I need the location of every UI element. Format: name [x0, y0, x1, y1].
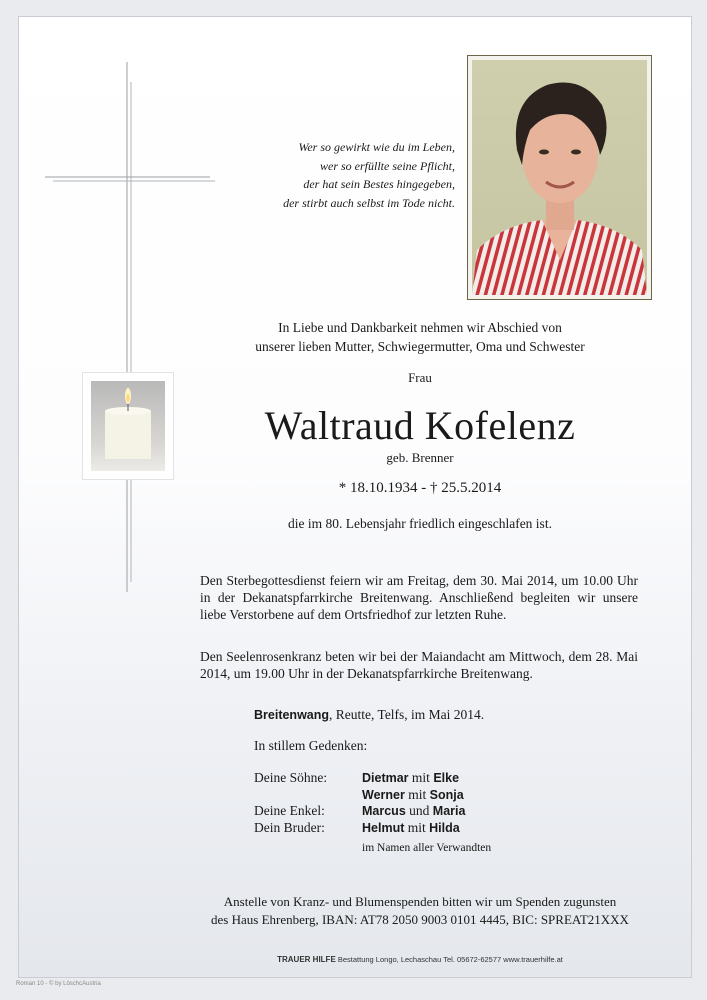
family-name: Maria — [432, 804, 466, 818]
verse-line: der hat sein Bestes hingegeben, — [303, 177, 455, 191]
family-label — [254, 787, 327, 804]
family-row — [362, 820, 491, 837]
family-name: Marcus — [362, 804, 406, 818]
life-dates: * 18.10.1934 - † 25.5.2014 — [338, 480, 502, 496]
intro-text — [200, 318, 640, 356]
verse-line: der stirbt auch selbst im Tode nicht. — [283, 195, 455, 210]
family-name: Dietmar — [362, 771, 409, 785]
family-row — [362, 770, 491, 787]
family-labels — [254, 770, 327, 836]
place-bold: Breitenwang — [254, 708, 330, 722]
small-print: Roman 10 - © by LöschcAustria — [16, 981, 101, 987]
family-label: Deine Enkel: — [254, 803, 325, 818]
intro-line: In Liebe und Dankbarkeit nehmen wir Abschied von — [278, 320, 562, 335]
portrait-icon — [472, 60, 647, 295]
intro-line: unserer lieben Mutter, Schwiegermutter, Oma und Schwester — [255, 339, 585, 354]
family-row — [362, 803, 491, 820]
verse-line: wer so erfüllte seine Pflicht, — [320, 158, 455, 173]
verse-line: Wer so gewirkt wie du im Leben, — [298, 140, 455, 154]
portrait-photo — [472, 60, 647, 295]
footer — [200, 955, 640, 964]
family-name: Helmut — [362, 820, 405, 835]
family-name: Sonja — [429, 787, 464, 802]
donation-text — [180, 893, 660, 929]
family-name: Hilda — [429, 820, 460, 835]
birth-name: geb. Brenner — [386, 450, 454, 465]
gedenken: In stillem Gedenken: — [254, 738, 368, 753]
donation-line: des Haus Ehrenberg, IBAN: AT78 2050 9003 0101 4445, BIC: SPREAT21XXX — [211, 912, 629, 927]
verse — [215, 138, 455, 212]
place-date — [254, 707, 484, 723]
donation-line: Anstelle von Kranz- und Blumenspenden bitten wir um Spenden zugunsten — [223, 894, 617, 909]
family-conj: mit — [404, 819, 430, 835]
family-conj: mit — [408, 770, 434, 785]
funeral-text: Den Sterbegottesdienst feiern wir am Freitag, dem 30. Mai 2014, um 10.00 Uhr in der Dekanatspfarrkirche Breitenwang. Anschließend begleiten wir unsere liebe Verstorbene auf dem Ortsfriedhof zur letzten Ruhe. — [200, 573, 638, 622]
candle-card — [82, 372, 174, 480]
family-name: Werner — [362, 787, 405, 802]
cross-icon — [45, 62, 215, 592]
salutation: Frau — [408, 370, 432, 385]
place-rest: , Reutte, Telfs, im Mai 2014. — [329, 707, 485, 722]
footer-brand: TRAUER HILFE — [277, 955, 336, 964]
family-names — [362, 770, 491, 857]
family-conj: und — [405, 803, 433, 818]
footer-text: Bestattung Longo, Lechaschau Tel. 05672-62577 www.trauerhilfe.at — [335, 955, 563, 964]
rosary-text: Den Seelenrosenkranz beten wir bei der Maiandacht am Mittwoch, dem 28. Mai 2014, um 19.00 Uhr in der Dekanatspfarrkirche Breitenwang. — [200, 649, 638, 681]
age-line: die im 80. Lebensjahr friedlich eingeschlafen ist. — [288, 516, 552, 531]
deceased-name: Waltraud Kofelenz — [264, 403, 576, 448]
family-label: Deine Söhne: — [254, 770, 328, 785]
relatives-line: im Namen aller Verwandten — [362, 842, 492, 854]
portrait-frame — [467, 55, 652, 300]
family-name: Elke — [433, 771, 460, 785]
candle-icon — [91, 381, 165, 471]
family-conj: mit — [404, 786, 430, 802]
family-row — [362, 787, 491, 804]
candle-photo — [91, 381, 165, 471]
family-label: Dein Bruder: — [254, 819, 325, 835]
